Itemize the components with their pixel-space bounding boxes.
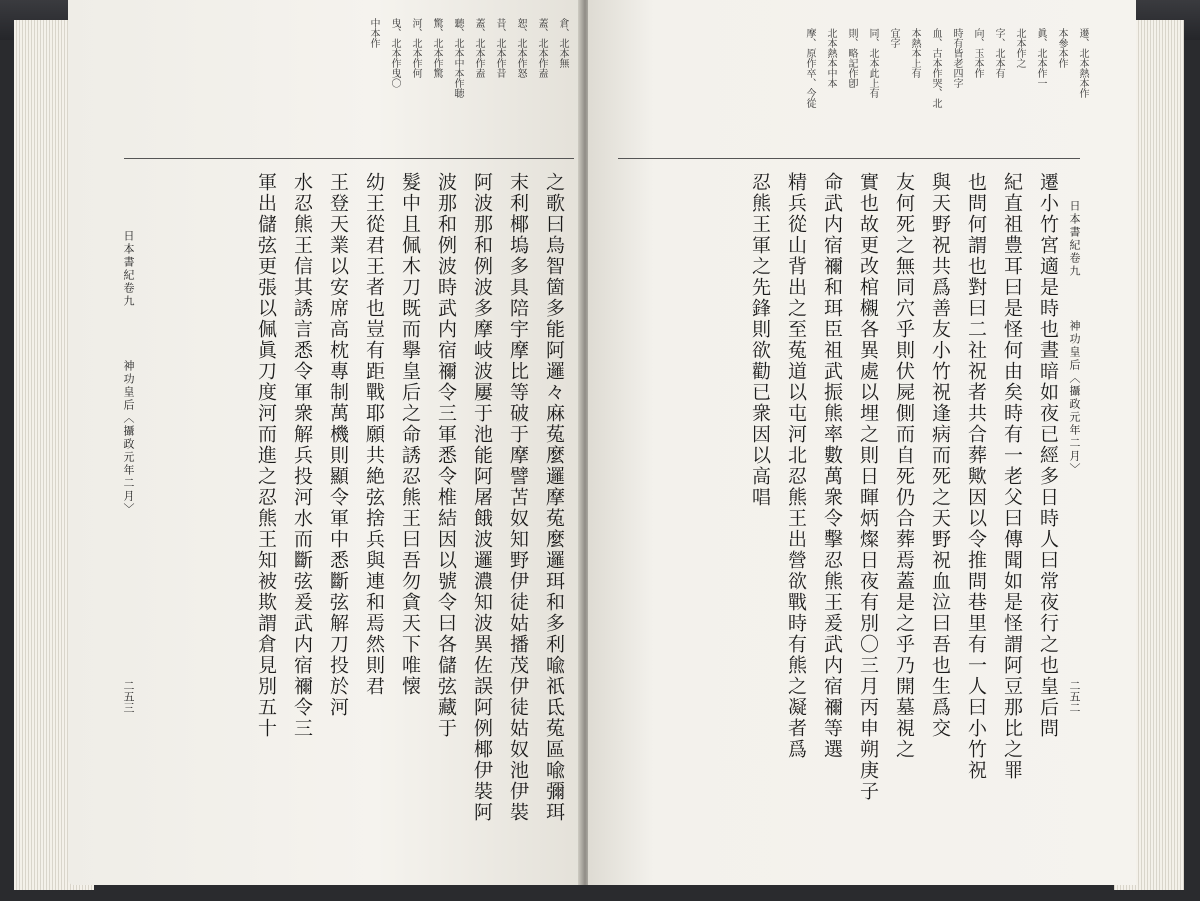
right-main-text: [628, 172, 1066, 862]
text-column: 忍熊王軍之先鋒則欲勸已衆因以高唱: [749, 172, 771, 508]
text-column: 與天野祝共爲善友小竹祝逢病而死之天野祝血泣曰吾也生爲交: [929, 172, 951, 739]
right-note: 同、北本此上有: [867, 28, 878, 98]
left-note: 河、北本作何: [410, 18, 421, 78]
left-page-number: 二五三: [122, 680, 135, 713]
right-note: 本參本作: [1056, 28, 1067, 68]
text-column: 之歌曰烏智箇多能阿邏々麻菟麼邏摩菟麼邏珥和多利喩祇氐菟區喩彌珥: [543, 172, 565, 823]
right-page: [588, 0, 1136, 885]
text-column: 實也故更改棺櫬各異處以埋之則日暉炳燦日夜有別〇三月丙申朔庚子: [857, 172, 879, 802]
text-column: 水忍熊王信其誘言悉令軍衆解兵投河水而斷弦爰武内宿禰令三: [291, 172, 313, 739]
text-column: 末利椰塢多具陪宇摩比等破于摩譬苫奴知野伊徒姑播茂伊徒姑奴池伊裝: [507, 172, 529, 823]
right-note: 眞、北本作一: [1035, 28, 1046, 88]
right-note: 時有皆老四字: [951, 28, 962, 88]
text-column: 命武内宿禰和珥臣祖武振熊率數萬衆令擊忍熊王爰武内宿禰等選: [821, 172, 843, 760]
right-note: 宜字: [888, 28, 899, 48]
text-column: 精兵從山背出之至菟道以屯河北忍熊王出營欲戰時有熊之凝者爲: [785, 172, 807, 760]
left-note: 聽、北本中本作聴: [452, 18, 463, 98]
left-page: [68, 0, 582, 885]
text-column: 也問何謂也對曰二社祝者共合葬歟因以令推問巷里有一人曰小竹祝: [965, 172, 987, 781]
left-main-text: [194, 172, 572, 862]
left-page-notes: [128, 18, 568, 158]
right-note: 摩、原作卒、今從: [804, 28, 815, 108]
left-note: 蓋、北本作盍: [536, 18, 547, 78]
left-running-subtitle: 神功皇后〈攝政元年二月〉: [122, 360, 135, 516]
text-column: 遷小竹宮適是時也晝暗如夜已經多日時人曰常夜行之也皇后問: [1037, 172, 1059, 739]
left-note: 驚、北本作驚: [431, 18, 442, 78]
text-column: 阿波那和例波多摩岐波屢于池能阿屠餓波邏濃知波異佐誤阿例椰伊裝阿: [471, 172, 493, 823]
left-note: 昔、北本作昔: [494, 18, 505, 78]
right-running-subtitle: 神功皇后〈攝政元年二月〉: [1068, 320, 1081, 476]
text-column: 王登天業以安席高枕專制萬機則顯令軍中悉斷弦解刀投於河: [327, 172, 349, 718]
text-column: 友何死之無同穴乎則伏屍側而自死仍合葬焉蓋是之乎乃開墓視之: [893, 172, 915, 760]
text-column: 軍出儲弦更張以佩眞刀度河而進之忍熊王知被欺謂倉見別五十: [255, 172, 277, 739]
right-note: 本熱本上有: [909, 28, 920, 78]
text-column: 髮中且佩木刀既而擧皇后之命誘忍熊王曰吾勿貪天下唯懐: [399, 172, 421, 697]
right-running-title: 日本書紀卷九: [1068, 200, 1081, 278]
right-note: 北本熱本中本: [825, 28, 836, 88]
left-note: 倉、北本無: [557, 18, 568, 68]
left-header-rule: [124, 158, 574, 159]
right-page-notes: [618, 28, 1088, 158]
right-note: 北本作之: [1014, 28, 1025, 68]
left-note: 曳、北本作曳〇: [389, 18, 400, 88]
text-column: 紀直祖豊耳曰是怪何由矣時有一老父曰傳聞如是怪謂阿豆那比之罪: [1001, 172, 1023, 781]
text-column: 幼王從君王者也豈有距戰耶願共絶弦捨兵與連和焉然則君: [363, 172, 385, 697]
right-note: 向、玉本作: [972, 28, 983, 78]
left-note: 中本作: [368, 18, 379, 48]
right-note: 血、古本作哭、北: [930, 28, 941, 108]
right-note: 遷、北本熱本作: [1077, 28, 1088, 98]
right-page-number: 二五二: [1068, 680, 1081, 713]
right-header-rule: [618, 158, 1080, 159]
text-column: 波那和例波時武内宿禰令三軍悉令椎結因以號令曰各儲弦藏于: [435, 172, 457, 739]
right-note: 字、北本有: [993, 28, 1004, 78]
left-running-title: 日本書紀卷九: [122, 230, 135, 308]
left-note: 恕、北本作怒: [515, 18, 526, 78]
left-note: 蓋、北本作盍: [473, 18, 484, 78]
right-note: 則、略記作卽: [846, 28, 857, 88]
